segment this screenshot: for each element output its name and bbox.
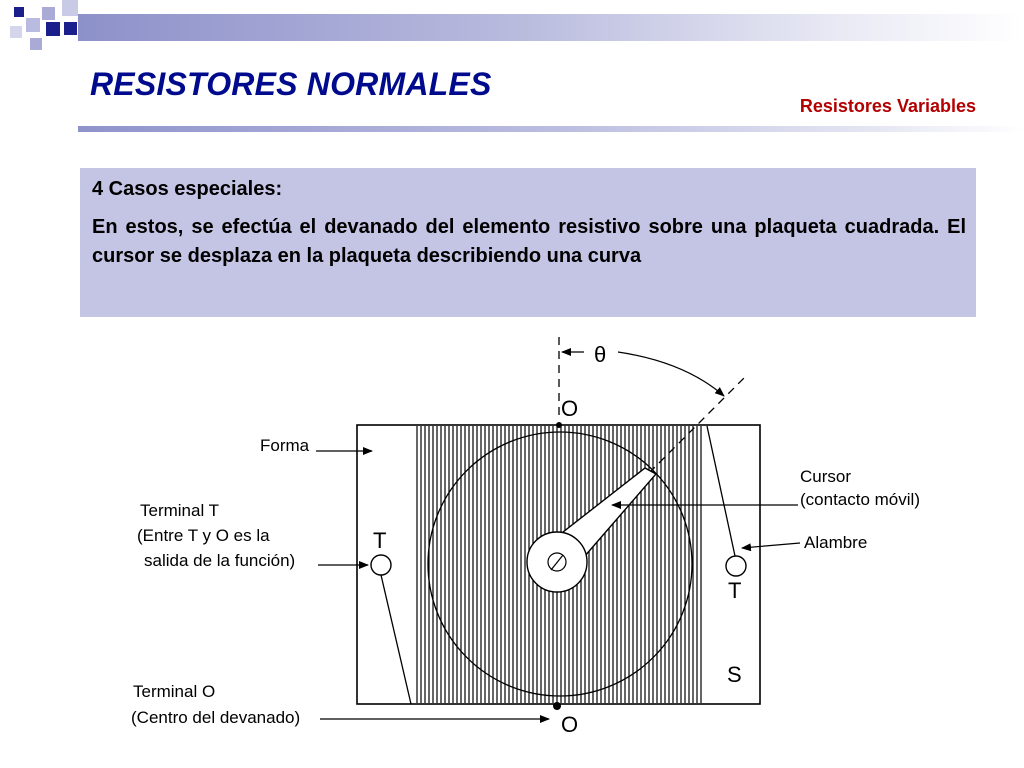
o-bottom-label: O: [561, 712, 579, 737]
theta-arc: [618, 352, 724, 396]
alambre-label: Alambre: [804, 533, 868, 552]
title-underline: [78, 126, 1024, 132]
theta-label: θ: [594, 342, 607, 367]
terminal-o-top: [556, 422, 562, 428]
resistor-diagram: [0, 330, 1024, 768]
corner-decoration: [0, 0, 80, 60]
terminal-o-bottom: [553, 702, 561, 710]
content-box: [80, 168, 976, 317]
terminal-t-right: [726, 556, 746, 576]
terminal-t-left: [371, 555, 391, 575]
terminal-t-label-2: (Entre T y O es la: [137, 526, 270, 545]
t-right-label: T: [728, 578, 742, 603]
slide-title: RESISTORES NORMALES: [90, 66, 492, 102]
header-bar: [78, 14, 1024, 41]
forma-label: Forma: [260, 436, 310, 455]
slide-subtitle: Resistores Variables: [799, 96, 976, 116]
content-heading: 4 Casos especiales:: [92, 178, 283, 200]
terminal-o-label-2: (Centro del devanado): [131, 708, 301, 727]
terminal-t-label-3: salida de la función): [144, 551, 296, 570]
s-label: S: [727, 662, 742, 687]
t-left-label: T: [373, 528, 387, 553]
terminal-t-label-1: Terminal T: [140, 501, 220, 520]
o-top-label: O: [561, 396, 579, 421]
content-paragraph: En estos, se efectúa el devanado del elemento resistivo sobre una plaqueta cuadrada. El cursor se desplaza en la plaqueta describiendo una curva: [92, 216, 966, 267]
cursor-label-1: Cursor: [800, 467, 852, 486]
cursor-label-2: (contacto móvil): [800, 490, 920, 509]
terminal-o-label-1: Terminal O: [133, 682, 216, 701]
